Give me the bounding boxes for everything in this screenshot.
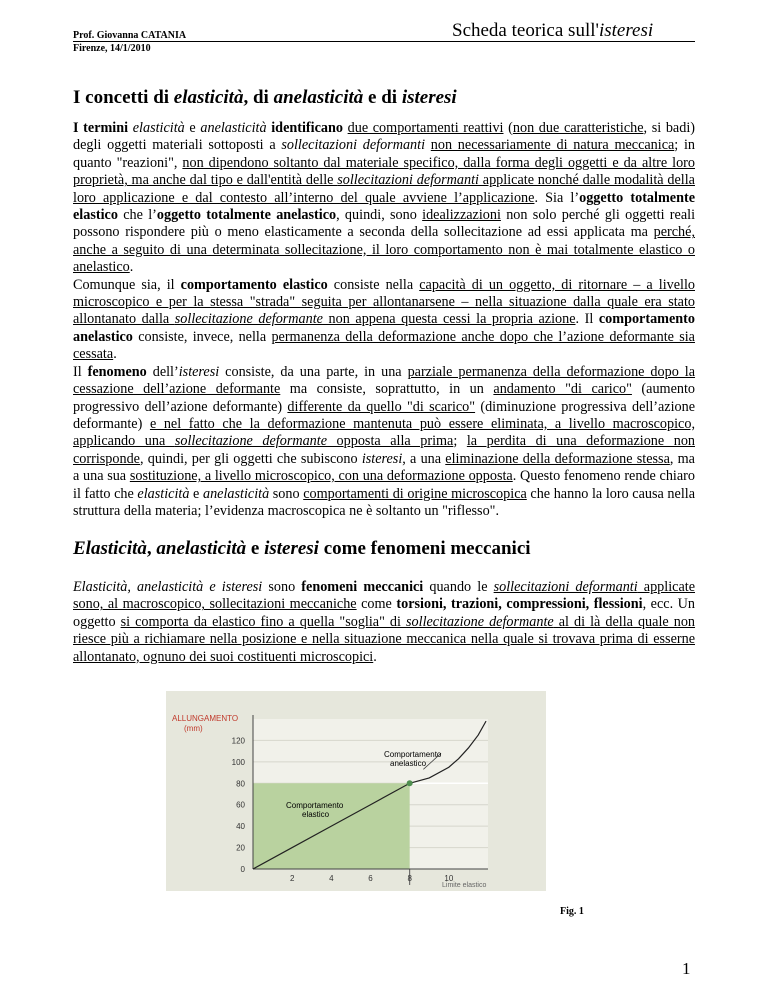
text-run: che l’ — [117, 207, 157, 224]
y-axis-unit: (mm) — [184, 724, 203, 733]
text-run: comportamento anelastico — [73, 311, 695, 345]
text-run: , ecc. Un oggetto — [73, 596, 695, 630]
text-run: Comunque sia, il — [73, 276, 181, 293]
text-run: . Questo fenomeno rende chiaro il fatto che — [73, 468, 695, 502]
elongation-chart — [166, 691, 546, 891]
elastic-limit-label: Limite elastico — [442, 882, 487, 889]
y-tick-label: 40 — [236, 822, 245, 832]
y-tick-label: 120 — [231, 736, 245, 746]
text-run: sollecitazione deformante — [174, 311, 323, 328]
text-run: . — [113, 346, 117, 363]
text-run: comportamenti di origine microscopica — [303, 485, 527, 502]
text-run: fenomeni meccanici — [301, 579, 424, 595]
section-title-1: I concetti di elasticità, di anelasticità e di isteresi — [73, 87, 457, 108]
text-run: sono — [269, 485, 304, 502]
y-tick-label: 80 — [236, 779, 245, 789]
anelastic-label-1: Comportamento — [384, 750, 442, 759]
section-title-2: Elasticità, anelasticità e isteresi come fenomeni meccanici — [73, 538, 531, 559]
text-run: (aumento progressivo dell’azione deformante) — [73, 381, 696, 415]
text-run: identificano — [266, 120, 348, 136]
elastic-limit-point — [407, 780, 413, 786]
elastic-label-1: Comportamento — [286, 801, 344, 810]
text-run: comportamento elastico — [180, 276, 328, 293]
text-run: (diminuzione progressiva dell’azione deformante) — [73, 398, 696, 432]
y-tick-label: 20 — [236, 843, 245, 853]
text-run: . Sia l’ — [534, 189, 580, 206]
anelastic-label-2: anelastico — [390, 759, 427, 768]
text-run: sollecitazioni deformanti — [337, 172, 479, 189]
x-tick-label: 10 — [444, 874, 454, 883]
text-run: elasticità — [132, 120, 185, 136]
text-run: . Il — [575, 311, 599, 328]
x-tick-label: 2 — [289, 874, 295, 883]
y-tick-label: 100 — [231, 757, 245, 767]
text-run: non dipendono soltanto dal materiale specifico, dalla forma degli oggetti e da altre loro proprietà, ma anche dal tipo e dall'entità delle — [73, 154, 695, 189]
elastic-label-2: elastico — [302, 810, 330, 819]
y-tick-label: 0 — [240, 865, 245, 874]
text-run: dell’ — [146, 363, 179, 380]
text-run: anelasticità — [202, 485, 270, 502]
text-run: parziale permanenza della deformazione dopo la cessazione dell’azione deformante — [73, 363, 696, 398]
text-run: oggetto totalmente elastico — [73, 189, 695, 224]
text-run: consiste, da una parte, in una — [219, 363, 408, 380]
text-run: al di là della quale non riesce più a richiamare nella posizione e nella situazione meccanica nella quale si trovava prima di esserne allontanato, ognuno dei suoi costituenti microscopici — [73, 613, 696, 665]
text-run: permanenza della deformazione anche dopo che l’azione deformante sia cessata — [73, 328, 695, 363]
text-run: consiste nella — [327, 276, 420, 293]
text-run: non necessariamente di natura meccanica — [430, 137, 675, 154]
y-tick-label: 60 — [236, 800, 245, 810]
section-2-body — [73, 579, 695, 666]
text-run: elasticità — [137, 485, 190, 502]
text-run: sollecitazioni deformanti — [493, 579, 638, 595]
text-run: consiste, invece, nella — [132, 328, 272, 345]
text-run: anelasticità — [200, 120, 267, 136]
header-meta — [73, 29, 186, 55]
section-1-body — [73, 120, 695, 520]
text-run: fenomeno — [87, 363, 147, 380]
y-axis-label: ALLUNGAMENTO — [172, 714, 239, 723]
text-run: , ma a una sua — [73, 450, 695, 485]
text-run: , quindi, sono — [336, 207, 423, 224]
text-run: applicate nonché dalle modalità della loro applicazione e dal contesto all’interno del quale avviene l’applicazione — [73, 172, 695, 206]
text-run: sollecitazione deformante — [406, 613, 554, 630]
text-run: isteresi — [361, 450, 403, 467]
text-run: la perdita di una deformazione non corrisponde — [73, 433, 696, 467]
author-name: Prof. Giovanna CATANIA — [73, 30, 187, 41]
text-run: , quindi, per gli oggetti che subiscono — [139, 450, 362, 467]
text-run: eliminazione della deformazione stessa — [445, 450, 670, 467]
text-run: sollecitazioni deformanti — [281, 137, 426, 154]
text-run: non solo perché gli oggetti reali possono rispondere più o meno elasticamente a seconda della sollecitazione ad essi applicata ma — [73, 207, 696, 241]
x-tick-label: 8 — [407, 874, 412, 883]
text-run: ; — [453, 433, 467, 450]
text-run: sono — [262, 579, 302, 595]
text-run: opposta alla prima — [327, 433, 454, 450]
text-run: perché, anche a seguito di una determinata sollecitazione, il loro comportamento non è mai totalmente elastico o anelastico — [73, 224, 695, 276]
text-run: sostituzione, a livello microscopico, con una deformazione opposta — [129, 468, 513, 485]
figure-elasticity-chart — [166, 691, 546, 891]
text-run: come — [356, 596, 397, 613]
text-run: ; in quanto "reazioni", — [73, 137, 696, 171]
page-number: 1 — [682, 959, 691, 978]
text-run: non due caratteristiche — [512, 120, 644, 136]
text-run: idealizzazioni — [422, 207, 501, 224]
text-run: e — [189, 485, 203, 502]
text-run: , si badi) degli oggetti materiali sottoposti a — [73, 120, 695, 154]
text-run: si comporta da elastico fino a quella "soglia" di — [120, 613, 407, 630]
text-run: che hanno la loro causa nella struttura della materia; l’evidenza macroscopica ne è soltanto un "riflesso". — [73, 485, 696, 519]
text-run: andamento "di carico" — [493, 381, 632, 398]
text-run: isteresi — [178, 363, 220, 380]
text-run: ( — [503, 120, 513, 136]
text-run: differente da quello "di scarico" — [287, 398, 476, 415]
text-run: Il — [73, 363, 88, 380]
header-title: Scheda teorica sull'isteresi — [452, 20, 654, 41]
text-run: sollecitazione deformante — [174, 433, 328, 450]
text-run: applicate sono, al macroscopico, sollecitazioni meccaniche — [73, 579, 695, 613]
x-tick-label: 4 — [329, 874, 334, 883]
x-tick-label: 6 — [368, 874, 373, 883]
text-run: I termini — [73, 120, 133, 136]
text-run: e — [184, 120, 201, 136]
text-run: . — [373, 648, 377, 665]
text-run: Elasticità, anelasticità e isteresi — [73, 579, 263, 595]
text-run: ma consiste, soprattutto, in un — [280, 381, 494, 398]
text-run: e nel fatto che la deformazione mantenuta può essere eliminata, a livello macroscopico, applicando una — [73, 415, 695, 450]
text-run: non appena questa cessi la propria azione — [322, 311, 576, 328]
text-run: due comportamenti reattivi — [347, 120, 504, 136]
text-run: , a una — [402, 450, 446, 467]
place-date: Firenze, 14/1/2010 — [73, 43, 151, 54]
text-run: . — [129, 259, 134, 276]
text-run: quando le — [423, 579, 494, 595]
header-rule — [73, 41, 695, 42]
text-run: oggetto totalmente anelastico — [156, 207, 337, 224]
figure-caption: Fig. 1 — [560, 906, 584, 917]
text-run: torsioni, trazioni, compressioni, flessioni — [396, 596, 643, 613]
text-run: capacità di un oggetto, di ritornare – a livello microscopico e per la stessa "strada" seguita per allontanarsene – nella situazione dalla quale era stato allontanato dalla — [73, 276, 695, 328]
